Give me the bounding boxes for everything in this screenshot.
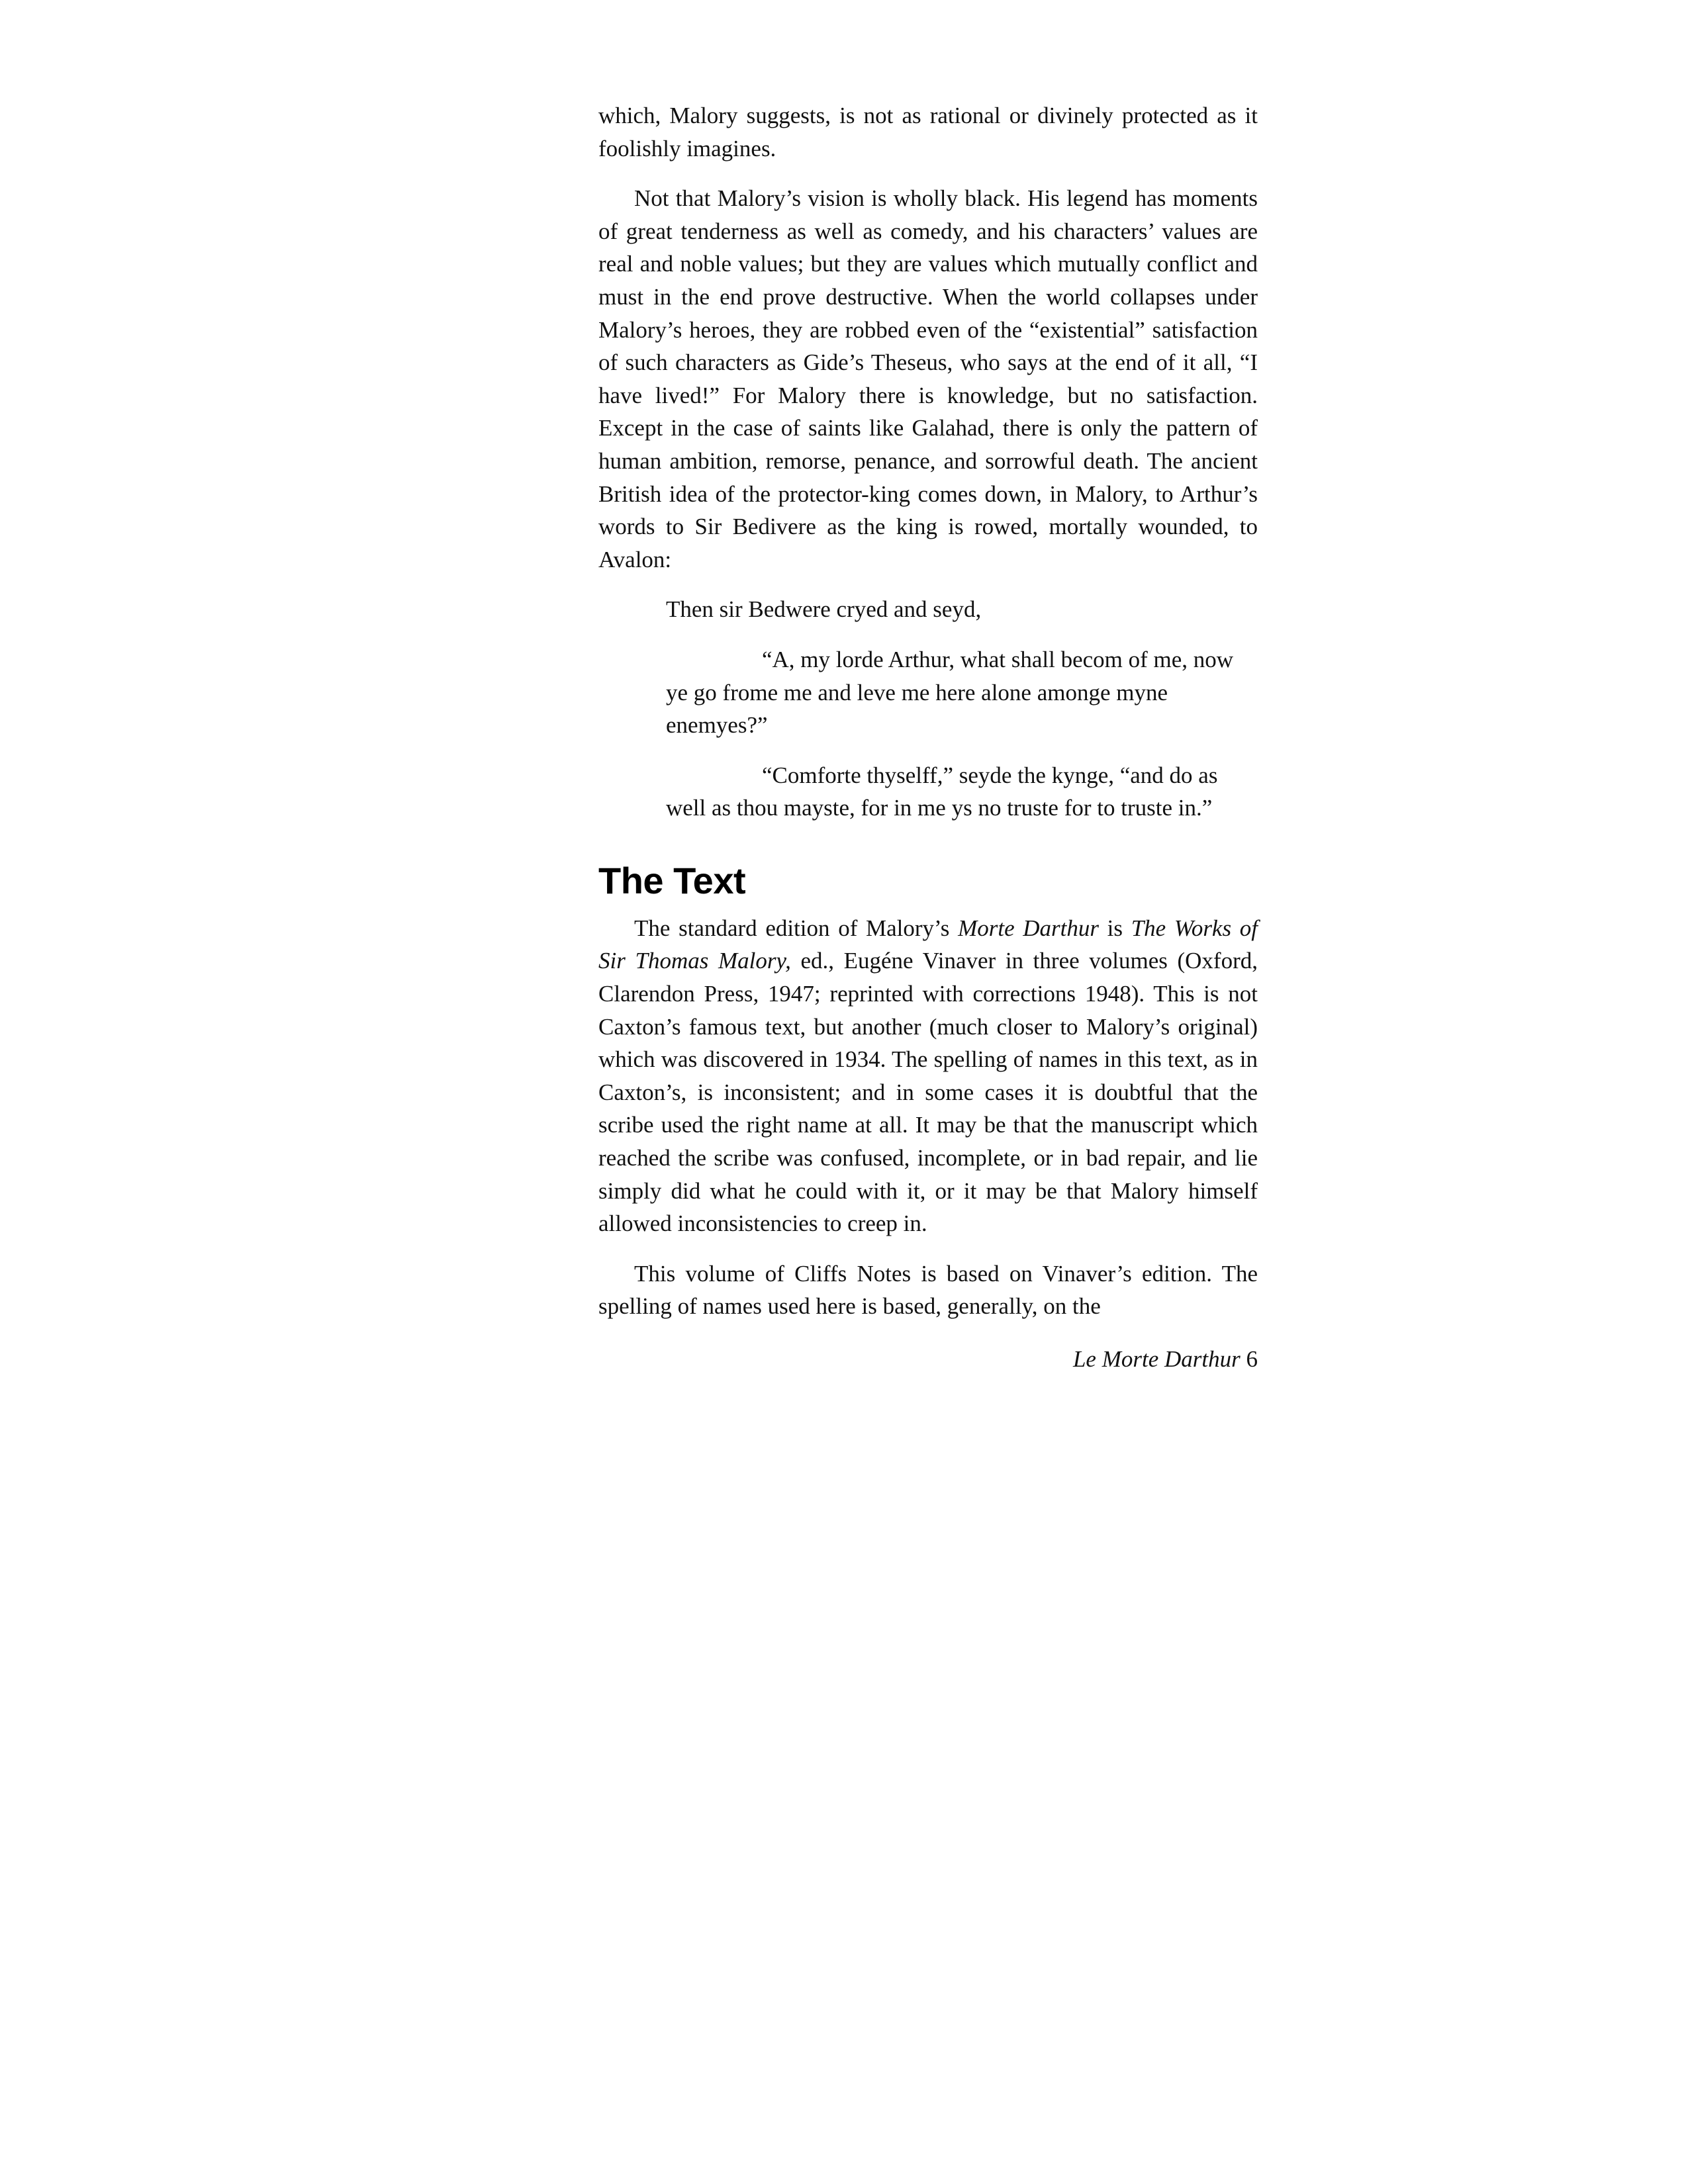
book-title: Morte Darthur (958, 915, 1100, 941)
section-heading: The Text (598, 859, 746, 901)
body-paragraph-2: Not that Malory’s vision is wholly black. His legend has moments of great tenderness as well as comedy, and his characters’ values are real and noble values; but they are values which mutually conflict and must in the end prove destructive. When the world collapses under Malory’s heroes, they are robbed even of the “existential” satisfaction of such characters as Gide’s Theseus, who says at the end of it all, “I have lived!” For Malory there is knowledge, but no satisfaction. Except in the case of saints like Galahad, there is only the pattern of human ambition, remorse, penance, and sorrowful death. The ancient British idea of the protector-king comes down, in Malory, to Arthur’s words to Sir Bedivere as the king is rowed, mortally wounded, to Avalon: (598, 185, 1258, 572)
quote-intro: Then sir Bedwere cryed and seyd, (666, 596, 982, 623)
page-content (598, 99, 1258, 1376)
page-footer (598, 1343, 1258, 1376)
body-paragraph-1: which, Malory suggests, is not as rational or divinely protected as it foolishly imagines. (598, 103, 1258, 161)
page-number: 6 (1246, 1346, 1258, 1372)
book-title: The Works of Sir Thomas Malory, (598, 915, 1258, 974)
block-quote (666, 593, 1258, 825)
quote-speech-2: “Comforte thyselff,” seyde the kynge, “and do as well as thou mayste, for in me ys no truste for to truste in.” (666, 762, 1218, 821)
section-paragraph-1 (598, 912, 1258, 1240)
text-run: is (1099, 915, 1131, 941)
quote-speech-1: “A, my lorde Arthur, what shall becom of me, now ye go frome me and leve me here alone amonge myne enemyes?” (666, 646, 1234, 739)
running-title: Le Morte Darthur (1072, 1346, 1241, 1372)
text-run: The standard edition of Malory’s (634, 915, 959, 941)
section-paragraph-2: This volume of Cliffs Notes is based on Vinaver’s edition. The spelling of names used here is based, generally, on the (598, 1260, 1258, 1320)
text-run: ed., Eugéne Vinaver in three volumes (Oxford, Clarendon Press, 1947; reprinted with corrections 1948). This is not Caxton’s famous text, but another (much closer to Malory’s original) which was discovered in 1934. The spelling of names in this text, as in Caxton’s, is inconsistent; and in some cases it is doubtful that the scribe used the right name at all. It may be that the manuscript which reached the scribe was confused, incomplete, or in bad repair, and lie simply did what he could with it, or it may be that Malory himself allowed inconsistencies to creep in. (598, 948, 1258, 1237)
